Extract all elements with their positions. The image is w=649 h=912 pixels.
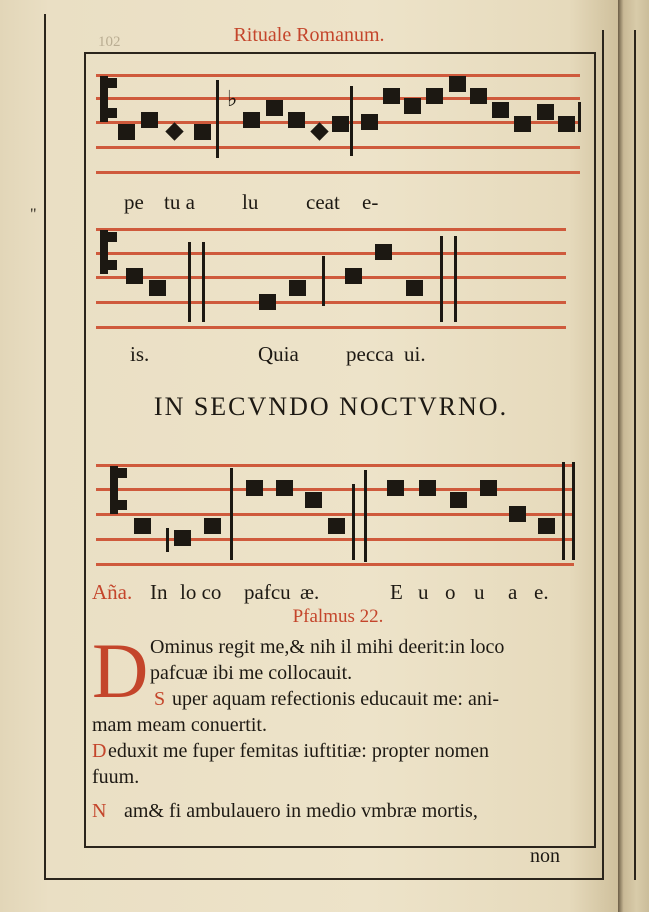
syllable: u [418, 580, 429, 604]
verse-line: Ominus regit me,& nih il mihi deerit:in loco [150, 636, 505, 658]
verse-line: pafcuæ ibi me collocauit. [150, 662, 353, 684]
syllable: e. [534, 580, 549, 604]
flat-icon: ♭ [227, 86, 238, 111]
page-number: 102 [98, 34, 121, 50]
syllable: ceat [306, 190, 340, 214]
syllable: o [445, 580, 456, 604]
syllable: Quia [258, 342, 299, 366]
running-head: Rituale Romanum. [233, 24, 385, 46]
psalm-title: Pfalmus 22. [292, 606, 384, 627]
verse-line: eduxit me fuper femitas iuftitiæ: propter nomen [108, 740, 490, 762]
verse-initial: N [92, 800, 107, 822]
syllable: lu [242, 190, 259, 214]
outer-right-rule [602, 30, 604, 880]
catchword: non [530, 845, 560, 867]
syllable: ui. [404, 342, 426, 366]
syllable: æ. [300, 580, 320, 604]
syllable: In [150, 580, 168, 604]
outer-bottom-rule [44, 878, 604, 880]
syllable: a [508, 580, 518, 604]
syllable: lo co [180, 580, 222, 604]
outer-left-rule [44, 14, 46, 880]
syllable: pafcu [244, 580, 291, 604]
verse-line: fuum. [92, 766, 140, 788]
antiphon-label: Aña. [92, 580, 133, 604]
syllable: E [390, 580, 403, 604]
music-staff-2 [96, 222, 586, 332]
syllable: pecca [346, 342, 394, 366]
music-staff-3 [96, 456, 586, 566]
syllable: pe [124, 190, 144, 214]
section-heading: IN SECVNDO NOCTVRNO. [153, 392, 509, 421]
verse-initial: S [154, 688, 166, 710]
syllable: e- [362, 190, 379, 214]
drop-cap: D [92, 627, 149, 714]
verse-line: am& fi ambulauero in medio vmbræ mortis, [124, 800, 478, 822]
facing-page-edge [618, 0, 649, 912]
syllable: is. [130, 342, 150, 366]
margin-mark: " [30, 206, 37, 223]
music-staff-1 [96, 64, 586, 174]
verse-initial: D [92, 740, 107, 762]
verse-line: uper aquam refectionis educauit me: ani- [172, 688, 500, 710]
syllable: tu a [164, 190, 195, 214]
verse-line: mam meam conuertit. [92, 714, 267, 736]
syllable: u [474, 580, 485, 604]
